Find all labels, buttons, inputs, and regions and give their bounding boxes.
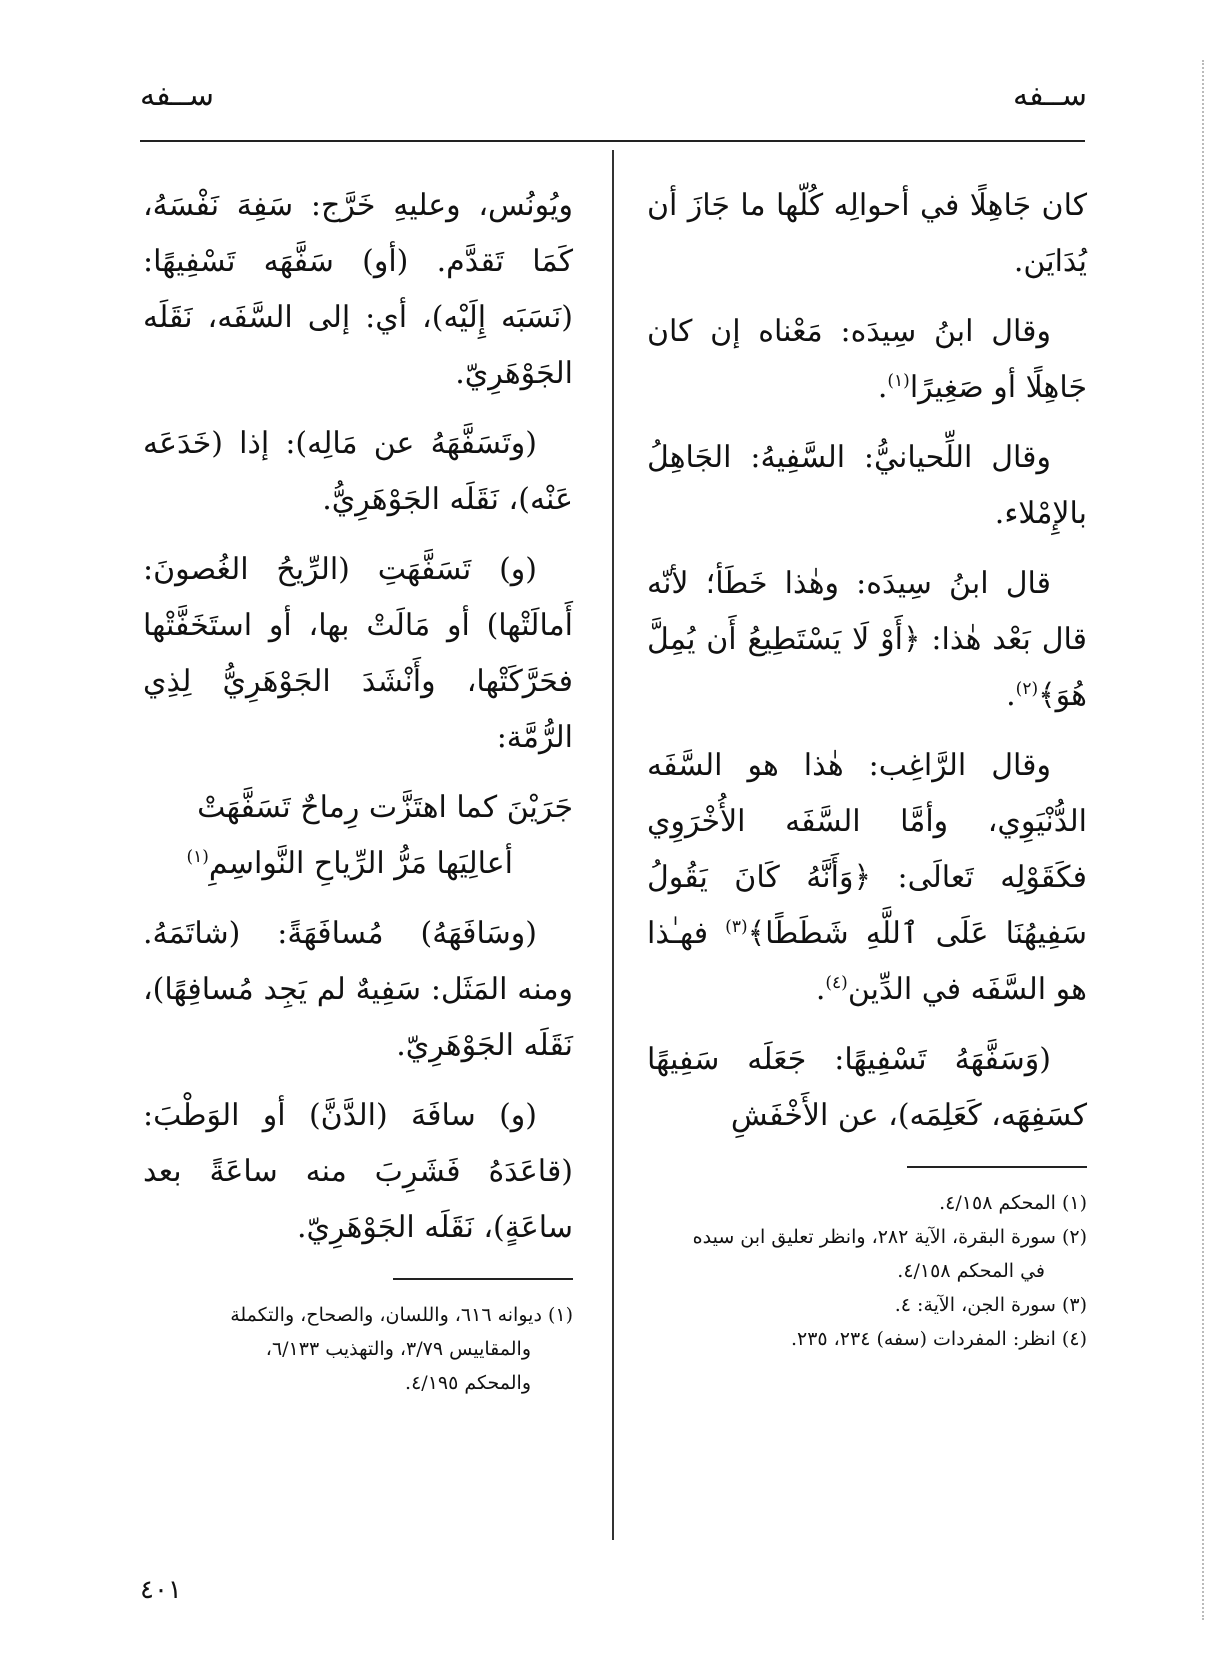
verse-line: أعالِيَها مَرُّ الرِّياحِ النَّواسِمِ$^{(١)}$ — [186, 846, 513, 881]
column-divider — [612, 150, 614, 1540]
paragraph: وقال ابنُ سِيدَه: مَعْناه إن كان جَاهِلًا أو صَغِيرًا$^{(١)}$. — [647, 314, 1087, 405]
footnote: في المحكم ٤/١٥٨. — [897, 1260, 1045, 1282]
running-header-right: ســفه — [1013, 78, 1087, 113]
margin-dots — [1198, 60, 1204, 1620]
footnote-rule — [393, 1278, 573, 1280]
paragraph: كان جَاهِلًا في أحوالِه كُلّها ما جَازَ أن يُدَايَن. — [647, 188, 1087, 279]
paragraph: (وسَافَهَهُ) مُسافَهَةً: (شاتَمَهُ. ومنه المَثَل: سَفِيهٌ لم يَجِد مُسافِهًا)، نَقَلَه الجَوْهَرِيّ. — [143, 916, 573, 1063]
footnote: (٤) انظر: المفردات (سفه) ٢٣٤، ٢٣٥. — [790, 1328, 1087, 1350]
header-rule — [140, 140, 1085, 142]
left-column — [143, 178, 573, 1400]
footnote: (١) المحكم ٤/١٥٨. — [939, 1192, 1087, 1214]
footnote: (١) ديوانه ٦١٦، واللسان، والصحاح، والتكملة — [230, 1304, 573, 1326]
footnote: (٢) سورة البقرة، الآية ٢٨٢، وانظر تعليق ابن سيده — [692, 1226, 1087, 1248]
page-number: ٤٠١ — [140, 1575, 182, 1605]
right-column — [647, 178, 1087, 1356]
footnote: والمقاييس ٣/٧٩، والتهذيب ٦/١٣٣، — [265, 1338, 531, 1360]
paragraph: وقال الرَّاغِب: هٰذا هو السَّفَه الدُّنْيَوِي، وأمَّا السَّفَه الأُخْرَوِي فكَقَوْلِه تَعالَى: ﴿وَأَنَّهُ كَانَ يَقُولُ سَفِيهُنَا عَلَى ٱللَّهِ شَطَطًا﴾$^{(٣)}$ فهـٰذا هو السَّفَه في الدِّين$^{(٤)}$. — [647, 748, 1087, 1007]
footnote-rule — [907, 1166, 1087, 1168]
paragraph: وقال اللِّحيانيُّ: السَّفِيهُ: الجَاهِلُ بالإِمْلاء. — [647, 440, 1087, 531]
footnote-ref: (٣) — [725, 917, 748, 937]
footnote-ref: (٢) — [1015, 679, 1039, 699]
footnote-ref: (١) — [186, 847, 209, 867]
paragraph: (وَسَفَّهَهُ تَسْفِيهًا: جَعَلَه سَفِيهًا كسَفِهَه، كَعَلِمَه)، عن الأَخْفَشِ — [647, 1042, 1087, 1133]
paragraph: ويُونُس، وعليهِ خَرَّج: سَفِهَ نَفْسَهُ، كَمَا تَقدَّم. (أو) سَفَّهَه تَسْفِيهًا: (نَسَبَه إِلَيْه)، أي: إلى السَّفَه، نَقَلَه الجَوْهَرِيّ. — [143, 188, 573, 391]
footnote: (٣) سورة الجن، الآية: ٤. — [894, 1294, 1087, 1316]
paragraph: (و) تَسَفَّهَتِ (الرِّيحُ الغُصونَ: أَمالَتْها) أو مَالَتْ بها، أو استَخَفَّتْها فحَرَّكَتْها، وأَنْشَدَ الجَوْهَرِيُّ لِذِي الرُّمَّة: — [143, 552, 573, 755]
paragraph: (و) سافَهَ (الدَّنَّ) أو الوَطْبَ: (قاعَدَهُ فَشَرِبَ منه ساعَةً بعد ساعَةٍ)، نَقَلَه الجَوْهَرِيّ. — [143, 1098, 573, 1245]
footnote-ref: (٤) — [825, 973, 848, 993]
footnote: والمحكم ٤/١٩٥. — [405, 1372, 531, 1394]
paragraph: (وتَسَفَّهَهُ عن مَالِه): إذا (خَدَعَه عَنْه)، نَقَلَه الجَوْهَرِيُّ. — [143, 426, 573, 517]
footnote-ref: (١) — [887, 371, 910, 391]
running-header-left: ســفه — [140, 78, 214, 113]
verse-line: جَرَيْنَ كما اهتَزَّت رِماحٌ تَسَفَّهَتْ — [197, 790, 573, 825]
paragraph: قال ابنُ سِيدَه: وهٰذا خَطَأ؛ لأنّه قال بَعْد هٰذا: ﴿أَوْ لَا يَسْتَطِيعُ أَن يُمِلَّ هُوَ﴾$^{(٢)}$. — [647, 566, 1087, 713]
